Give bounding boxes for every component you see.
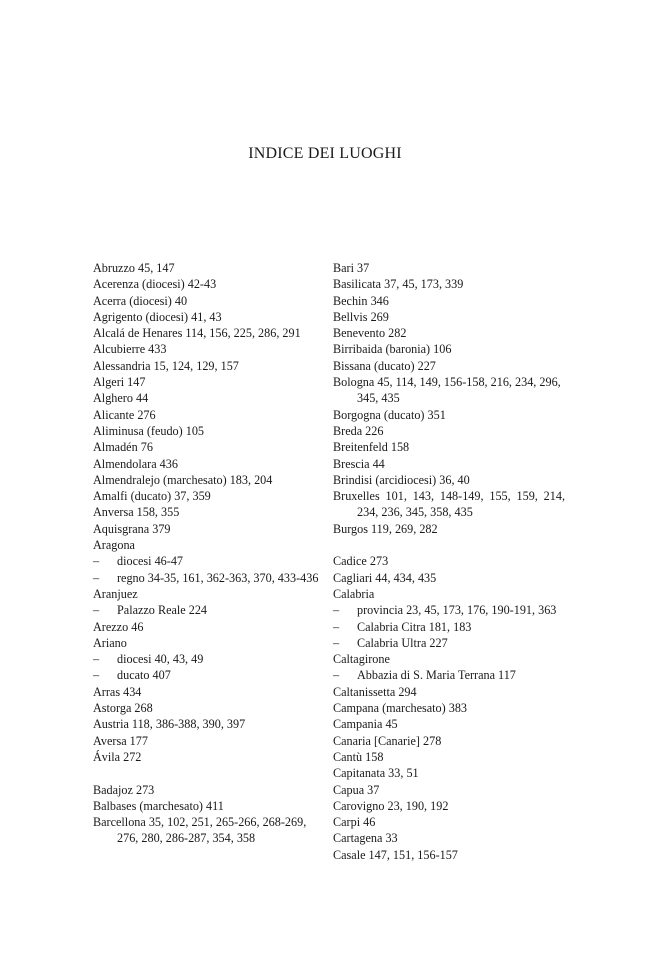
index-entry: Burgos 119, 269, 282 [333, 521, 438, 536]
index-entry: Aranjuez [93, 586, 138, 601]
index-entry: Cadice 273 [333, 554, 389, 569]
index-entry: Acerenza (diocesi) 42-43 [93, 277, 217, 292]
index-entry: Calabria [333, 586, 375, 601]
index-entry: Aragona [93, 538, 135, 553]
index-entry: Algeri 147 [93, 375, 146, 390]
index-column-right [333, 260, 565, 863]
index-entry: Breitenfeld 158 [333, 440, 410, 455]
index-entry: Ávila 272 [93, 749, 142, 764]
index-subentry: – regno 34-35, 161, 362-363, 370, 433-436 [93, 570, 325, 586]
index-entry: Badajoz 273 [93, 782, 155, 797]
index-entry: Alicante 276 [93, 407, 156, 422]
index-entry: Campana (marchesato) 383 [333, 701, 468, 716]
index-subentry: – Abbazia di S. Maria Terrana 117 [333, 667, 565, 683]
index-subentry: – provincia 23, 45, 173, 176, 190-191, 363 [333, 602, 565, 618]
index-subentry: – Calabria Citra 181, 183 [333, 619, 565, 635]
index-entry: Cartagena 33 [333, 831, 398, 846]
index-entry: Brindisi (arcidiocesi) 36, 40 [333, 472, 470, 487]
index-entry: Carovigno 23, 190, 192 [333, 798, 449, 813]
index-entry: Campania 45 [333, 717, 398, 732]
index-entry: Capua 37 [333, 782, 380, 797]
index-entry: Basilicata 37, 45, 173, 339 [333, 277, 464, 292]
index-entry: Bechin 346 [333, 293, 389, 308]
index-entry: Bologna 45, 114, 149, 156-158, 216, 234, 296, 345, 435 [333, 375, 561, 406]
index-entry: Bissana (ducato) 227 [333, 358, 436, 373]
index-subentry: – diocesi 40, 43, 49 [93, 651, 325, 667]
index-subentry: – Palazzo Reale 224 [93, 602, 325, 618]
index-entry: Bellvis 269 [333, 309, 389, 324]
index-entry: Aliminusa (feudo) 105 [93, 423, 205, 438]
index-entry: Brescia 44 [333, 456, 385, 471]
index-entry: Alghero 44 [93, 391, 149, 406]
index-entry: Bari 37 [333, 261, 370, 275]
index-entry: Capitanata 33, 51 [333, 766, 419, 781]
index-entry: Canaria [Canarie] 278 [333, 733, 442, 748]
index-entry: Aquisgrana 379 [93, 521, 171, 536]
letter-group-gap [333, 537, 565, 553]
index-subentry: – ducato 407 [93, 667, 325, 683]
letter-group-gap [93, 765, 325, 781]
index-entry: Borgogna (ducato) 351 [333, 407, 446, 422]
index-subentry: – diocesi 46-47 [93, 553, 325, 569]
index-entry: Astorga 268 [93, 701, 153, 716]
index-entry: Arras 434 [93, 684, 142, 699]
index-entry: Aversa 177 [93, 733, 148, 748]
index-entry: Amalfi (ducato) 37, 359 [93, 489, 211, 504]
index-subentry: – Calabria Ultra 227 [333, 635, 565, 651]
index-entry: Caltagirone [333, 652, 390, 667]
index-entry: Alessandria 15, 124, 129, 157 [93, 358, 239, 373]
index-entry: Anversa 158, 355 [93, 505, 180, 520]
page-title: INDICE DEI LUOGHI [248, 145, 402, 162]
index-entry: Casale 147, 151, 156-157 [333, 847, 458, 862]
index-entry: Cantù 158 [333, 749, 384, 764]
index-entry: Balbases (marchesato) 411 [93, 798, 224, 813]
index-entry: Barcellona 35, 102, 251, 265-266, 268-269, 276, 280, 286-287, 354, 358 [93, 815, 307, 846]
index-entry: Almendralejo (marchesato) 183, 204 [93, 472, 273, 487]
index-entry: Breda 226 [333, 423, 384, 438]
index-entry: Austria 118, 386-388, 390, 397 [93, 717, 246, 732]
index-entry: Almendolara 436 [93, 456, 178, 471]
index-entry: Caltanissetta 294 [333, 684, 417, 699]
index-entry: Abruzzo 45, 147 [93, 261, 175, 275]
index-entry: Ariano [93, 635, 127, 650]
index-entry: Acerra (diocesi) 40 [93, 293, 188, 308]
index-entry: Cagliari 44, 434, 435 [333, 570, 437, 585]
index-entry: Arezzo 46 [93, 619, 144, 634]
index-entry: Birribaida (baronia) 106 [333, 342, 452, 357]
index-entry: Alcalá de Henares 114, 156, 225, 286, 291 [93, 326, 301, 341]
index-column-left [93, 260, 325, 847]
index-entry: Almadén 76 [93, 440, 153, 455]
index-entry: Alcubierre 433 [93, 342, 167, 357]
index-entry: Agrigento (diocesi) 41, 43 [93, 309, 222, 324]
index-entry: Bruxelles 101, 143, 148-149, 155, 159, 214, 234, 236, 345, 358, 435 [333, 489, 565, 520]
index-entry: Carpi 46 [333, 815, 376, 830]
index-entry: Benevento 282 [333, 326, 407, 341]
